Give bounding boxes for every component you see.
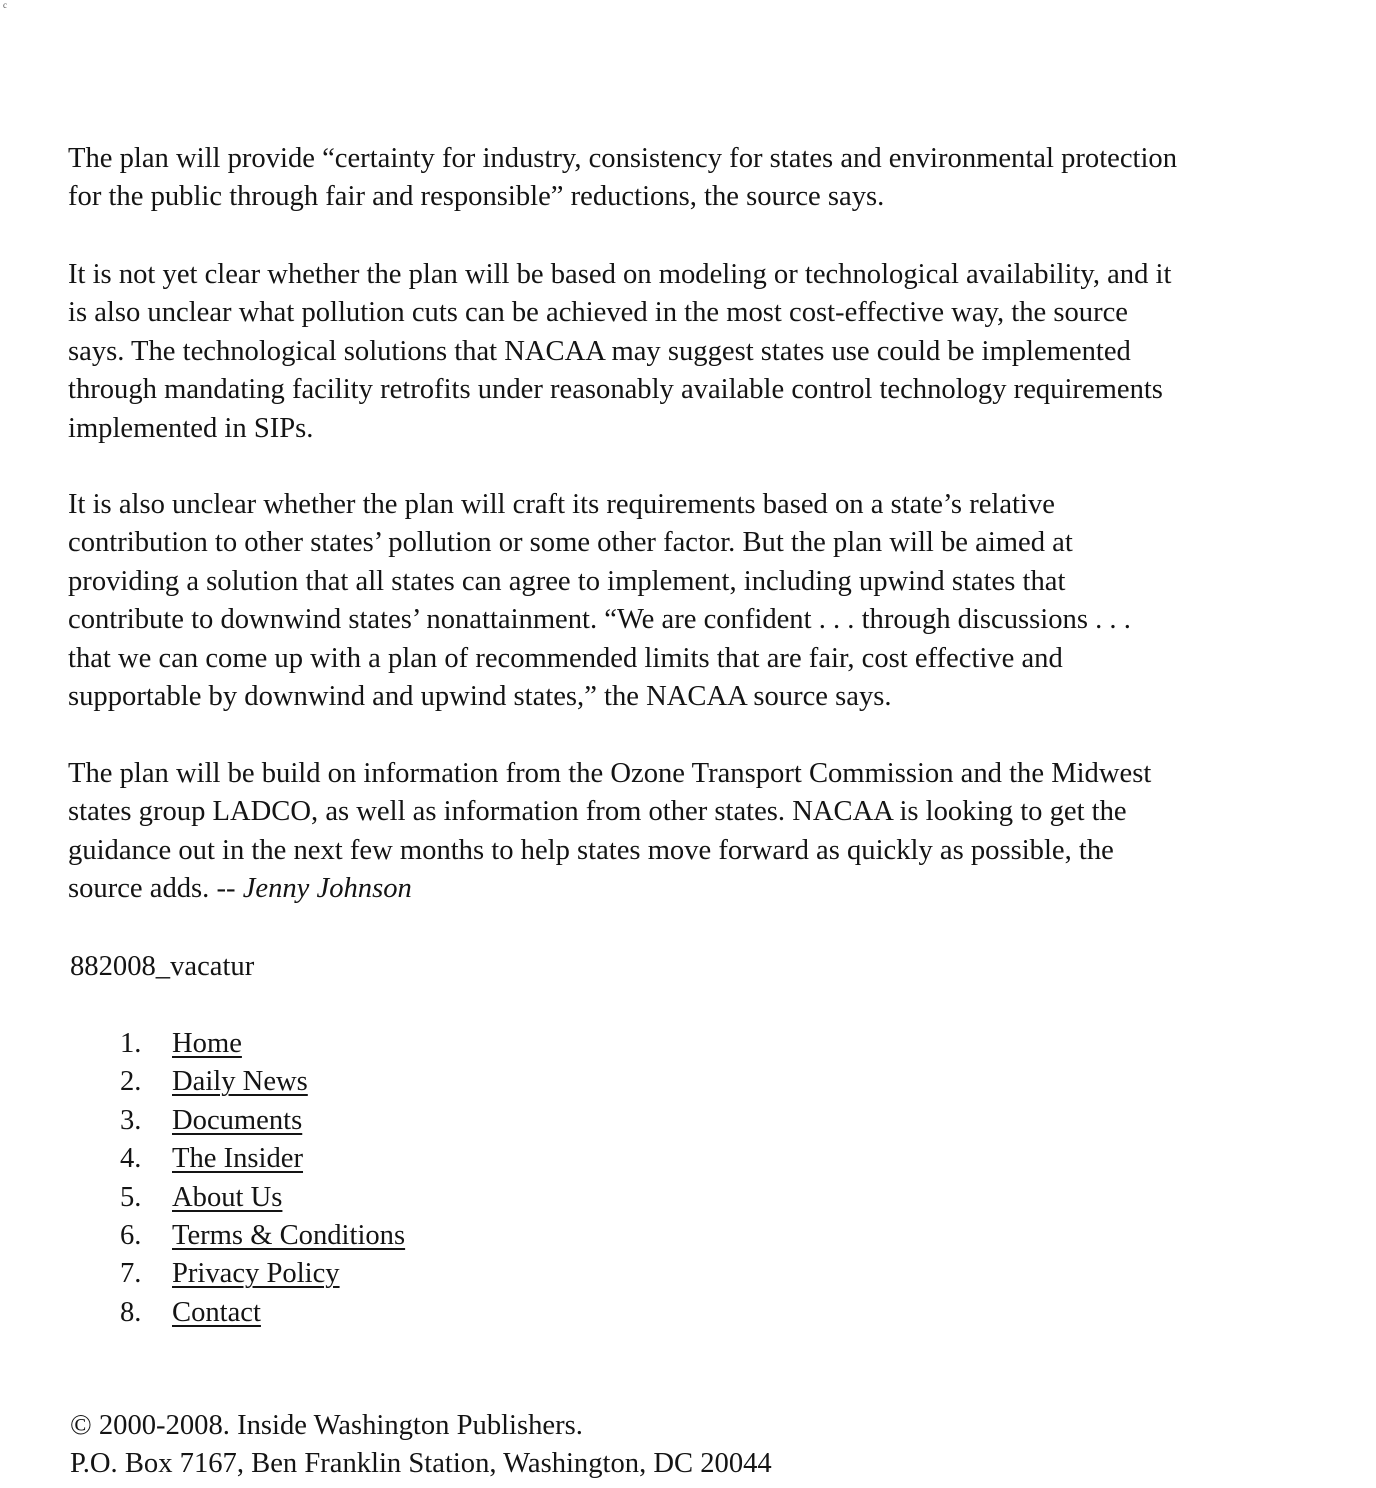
nav-item-home bbox=[120, 1025, 405, 1063]
article-paragraph-1 bbox=[68, 140, 1177, 217]
paragraph-line: guidance out in the next few months to help states move forward as quickly as possible, the bbox=[68, 834, 1114, 866]
footer-address: P.O. Box 7167, Ben Franklin Station, Washington, DC 20044 bbox=[70, 1448, 772, 1480]
nav-item-number: 5. bbox=[120, 1181, 142, 1213]
paragraph-line: contribution to other states’ pollution or some other factor. But the plan will be aimed at bbox=[68, 527, 1073, 559]
nav-item-privacy-policy bbox=[120, 1255, 405, 1293]
paragraph-line: providing a solution that all states can agree to implement, including upwind states that bbox=[68, 565, 1066, 597]
nav-item-daily-news bbox=[120, 1063, 405, 1101]
nav-item-number: 3. bbox=[120, 1104, 142, 1136]
nav-item-number: 1. bbox=[120, 1028, 142, 1059]
footer-copyright: © 2000-2008. Inside Washington Publishers. bbox=[70, 1410, 583, 1441]
paragraph-line: states group LADCO, as well as information from other states. NACAA is looking to get the bbox=[68, 796, 1127, 828]
paragraph-line: implemented in SIPs. bbox=[68, 412, 314, 444]
nav-link-daily-news[interactable]: Daily News bbox=[172, 1066, 308, 1098]
nav-item-documents bbox=[120, 1102, 405, 1140]
nav-item-number: 6. bbox=[120, 1220, 142, 1252]
nav-link-about-us[interactable]: About Us bbox=[172, 1181, 283, 1213]
nav-link-contact[interactable]: Contact bbox=[172, 1296, 261, 1328]
scan-corner-mark: c bbox=[3, 0, 7, 10]
nav-link-the-insider[interactable]: The Insider bbox=[172, 1143, 304, 1175]
paragraph-line: for the public through fair and responsible” reductions, the source says. bbox=[68, 181, 885, 213]
nav-item-about-us bbox=[120, 1179, 405, 1217]
paragraph-line: says. The technological solutions that NACAA may suggest states use could be implemented bbox=[68, 335, 1131, 367]
nav-link-home[interactable]: Home bbox=[172, 1028, 242, 1059]
nav-item-number: 2. bbox=[120, 1066, 142, 1098]
nav-item-contact bbox=[120, 1294, 405, 1332]
nav-item-the-insider bbox=[120, 1140, 405, 1178]
nav-item-number: 4. bbox=[120, 1143, 142, 1175]
nav-link-documents[interactable]: Documents bbox=[172, 1104, 303, 1136]
author-byline: Jenny Johnson bbox=[242, 873, 412, 905]
nav-link-terms-conditions[interactable]: Terms & Conditions bbox=[172, 1220, 406, 1252]
paragraph-line: through mandating facility retrofits under reasonably available control technology requirements bbox=[68, 374, 1163, 406]
article-paragraph-3 bbox=[68, 486, 1131, 716]
paragraph-line: is also unclear what pollution cuts can be achieved in the most cost-effective way, the source bbox=[68, 297, 1128, 329]
paragraph-line: It is not yet clear whether the plan will be based on modeling or technological availability, and it bbox=[68, 259, 1172, 290]
paragraph-line: The plan will be build on information from the Ozone Transport Commission and the Midwest bbox=[68, 758, 1152, 789]
paragraph-line: contribute to downwind states’ nonattainment. “We are confident . . . through discussions . . . bbox=[68, 604, 1131, 636]
nav-item-terms bbox=[120, 1217, 405, 1255]
paragraph-line-text: source adds. -- bbox=[68, 873, 243, 905]
article-paragraph-4 bbox=[68, 755, 1151, 909]
nav-link-privacy-policy[interactable]: Privacy Policy bbox=[172, 1258, 340, 1290]
nav-item-number: 7. bbox=[120, 1258, 142, 1290]
paragraph-line: The plan will provide “certainty for industry, consistency for states and environmental protection bbox=[68, 143, 1177, 174]
paragraph-last-line bbox=[68, 870, 1151, 908]
paragraph-line: that we can come up with a plan of recommended limits that are fair, cost effective and bbox=[68, 642, 1063, 674]
paragraph-line: It is also unclear whether the plan will craft its requirements based on a state’s relative bbox=[68, 489, 1055, 520]
nav-item-number: 8. bbox=[120, 1296, 142, 1328]
page-footer bbox=[70, 1407, 772, 1484]
site-nav-list bbox=[120, 1025, 405, 1332]
article-paragraph-2 bbox=[68, 256, 1171, 448]
article-slug: 882008_vacatur bbox=[70, 951, 255, 982]
paragraph-line: supportable by downwind and upwind states,” the NACAA source says. bbox=[68, 681, 892, 713]
